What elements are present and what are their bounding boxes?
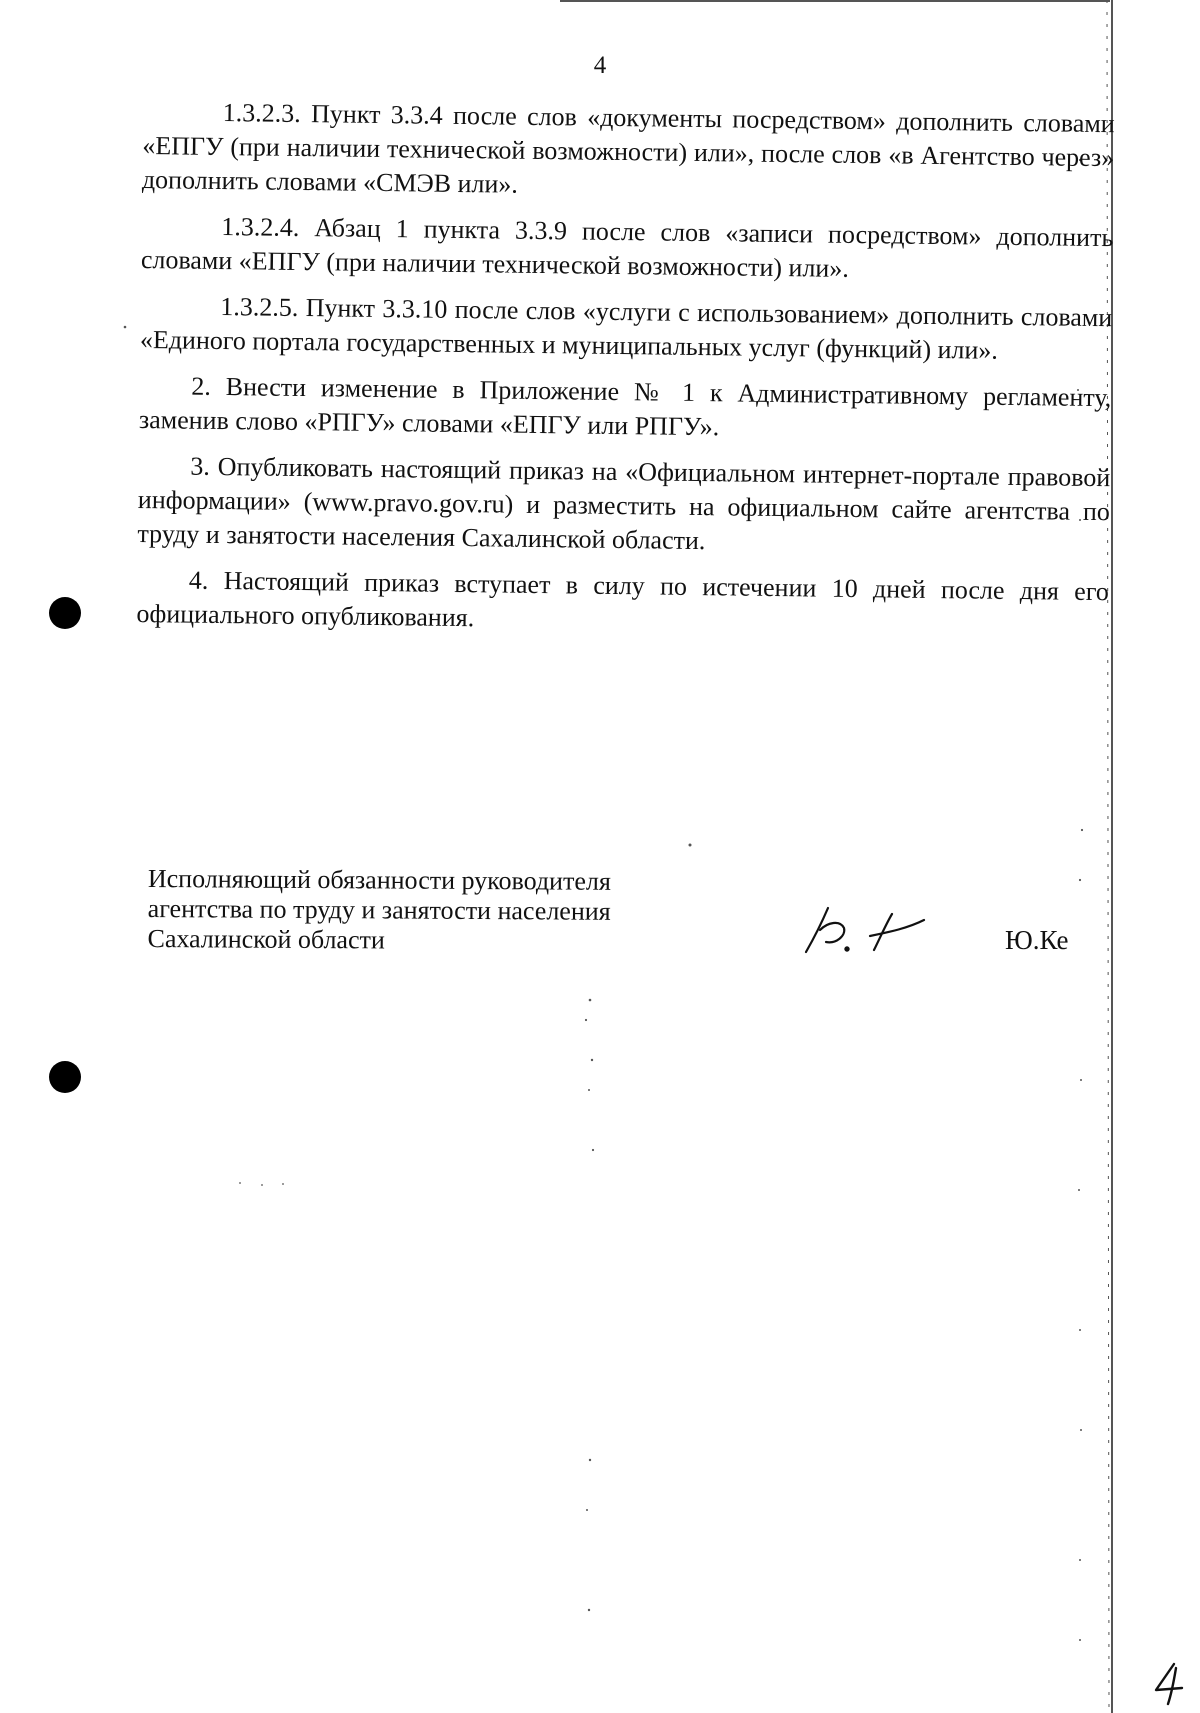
page-number: 4 [593, 52, 607, 79]
punch-hole [49, 1061, 81, 1093]
paragraph-3: 3. Опубликовать настоящий приказ на «Официальном интернет-портале правовой информации» (www.pravo.gov.ru) и разместить на официальном сайте агентства по труду и занятости населения Сахалинской области. [137, 451, 1111, 556]
paragraph-1-3-2-5: 1.3.2.5. Пункт 3.3.10 после слов «услуги с использованием» дополнить словами «Единого портала государственных и муниципальных услуг (функций) или». [139, 291, 1113, 365]
paragraph-1-3-2-4: 1.3.2.4. Абзац 1 пункта 3.3.9 после слов «записи посредством» дополнить словами «ЕПГУ (при наличии технической возможности) или». [140, 211, 1114, 283]
paragraph-1-3-2-3: 1.3.2.3. Пункт 3.3.4 после слов «документы посредством» дополнить словами «ЕПГУ (при наличии технической возможности) или», после слов «в Агентство через» дополнить словами «СМЭВ или». [141, 98, 1115, 199]
signatory-title-line: Исполняющий обязанности руководителя [147, 864, 611, 896]
punch-hole [49, 597, 81, 629]
handwritten-page-number [1150, 1660, 1190, 1708]
signer-name: Ю.Ке [1005, 925, 1069, 955]
signatory-title [147, 864, 610, 957]
document-body [136, 95, 1115, 655]
paragraph-2: 2. Внести изменение в Приложение № 1 к Административному регламенту, заменив слово «РПГУ» словами «ЕПГУ или РПГУ». [138, 371, 1112, 442]
paragraph-4: 4. Настоящий приказ вступает в силу по истечении 10 дней после дня его официального опубликования. [136, 565, 1110, 633]
signatory-title-line: агентства по труду и занятости населения [147, 893, 611, 926]
signatory-title-line: Сахалинской области [147, 923, 385, 955]
handwritten-signature [800, 900, 930, 960]
